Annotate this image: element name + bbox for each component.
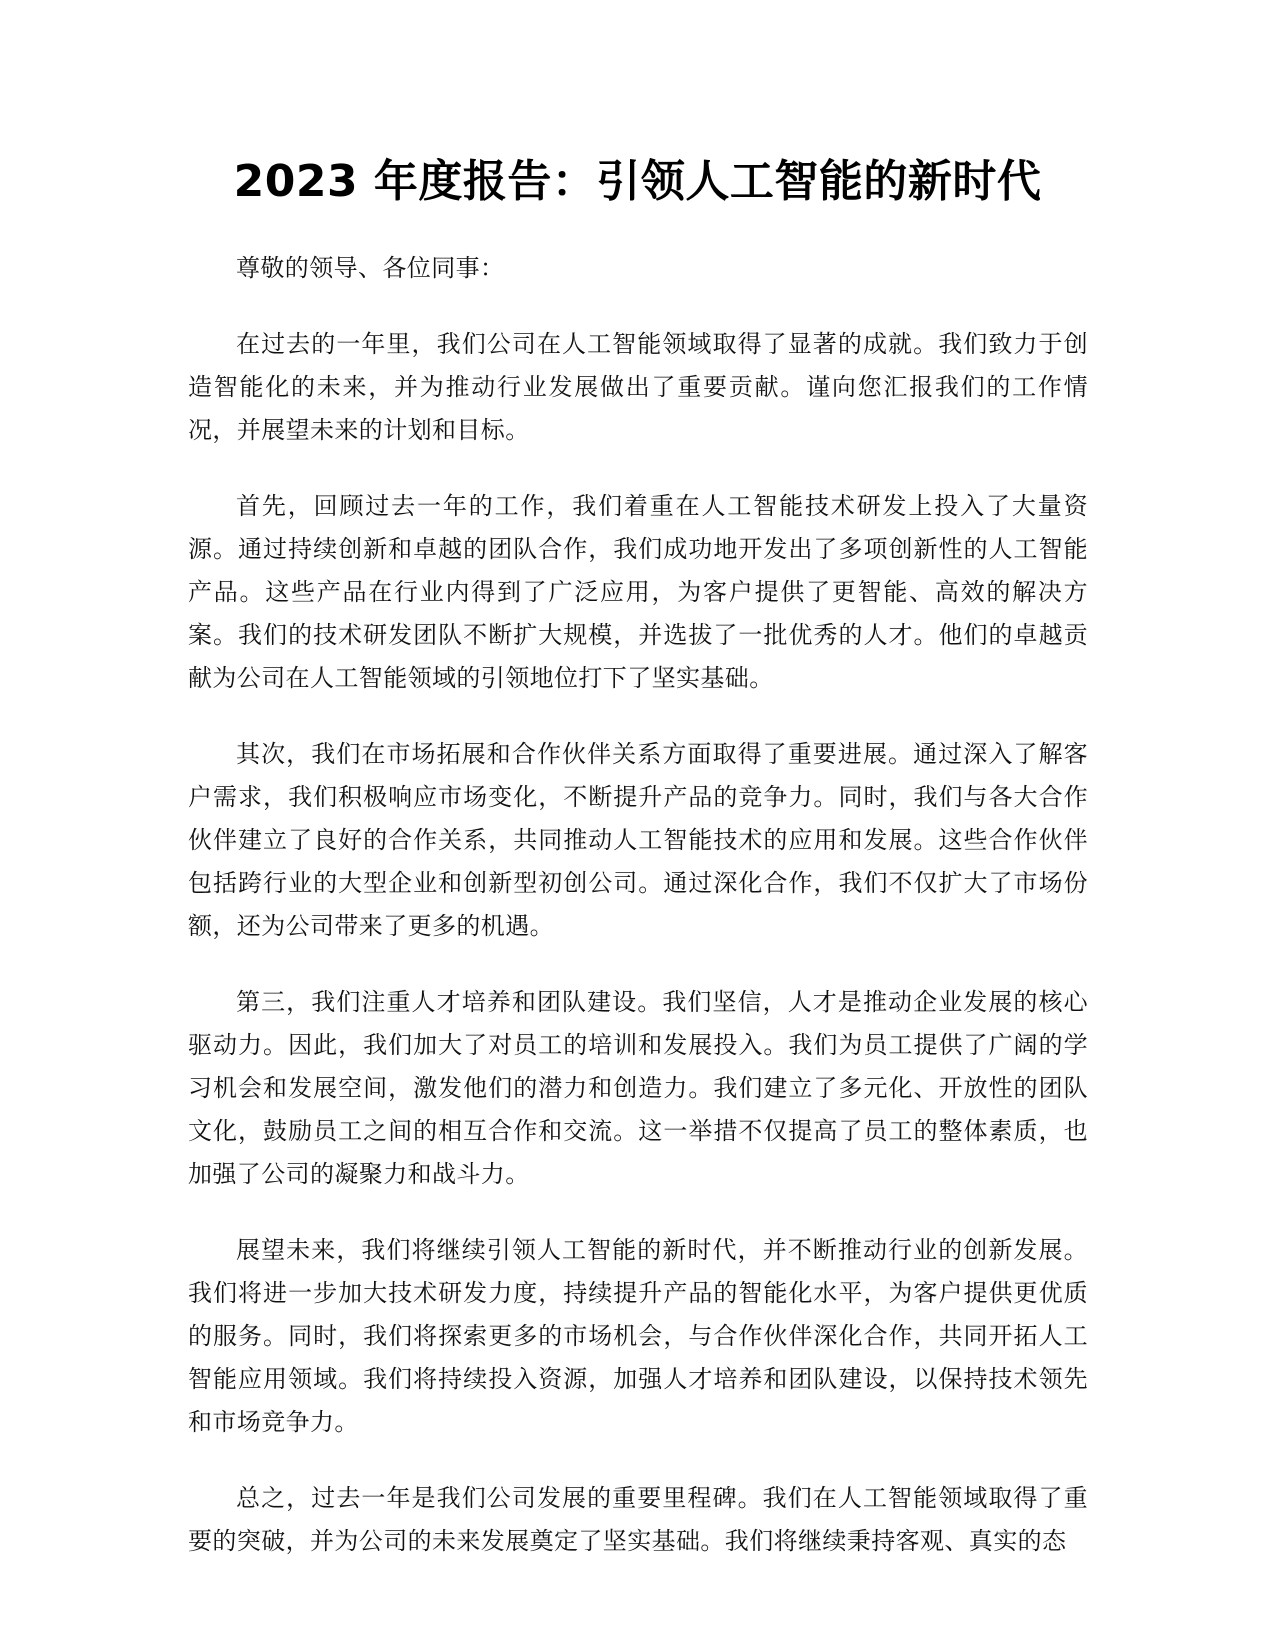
- paragraph-intro: 在过去的一年里，我们公司在人工智能领域取得了显著的成就。我们致力于创造智能化的未来，并为推动行业发展做出了重要贡献。谨向您汇报我们的工作情况，并展望未来的计划和目标。: [188, 330, 1088, 444]
- paragraph-talent: 第三，我们注重人才培养和团队建设。我们坚信，人才是推动企业发展的核心驱动力。因此，我们加大了对员工的培训和发展投入。我们为员工提供了广阔的学习机会和发展空间，激发他们的潜力和创造力。我们建立了多元化、开放性的团队文化，鼓励员工之间的相互合作和交流。这一举措不仅提高了员工的整体素质，也加强了公司的凝聚力和战斗力。: [188, 988, 1088, 1188]
- document-title: 2023 年度报告：引领人工智能的新时代: [233, 156, 1042, 207]
- paragraph-outlook: 展望未来，我们将继续引领人工智能的新时代，并不断推动行业的创新发展。我们将进一步加大技术研发力度，持续提升产品的智能化水平，为客户提供更优质的服务。同时，我们将探索更多的市场机会，与合作伙伴深化合作，共同开拓人工智能应用领域。我们将持续投入资源，加强人才培养和团队建设，以保持技术领先和市场竞争力。: [188, 1236, 1088, 1436]
- salutation: 尊敬的领导、各位同事：: [236, 254, 505, 282]
- paragraph-research: 首先，回顾过去一年的工作，我们着重在人工智能技术研发上投入了大量资源。通过持续创新和卓越的团队合作，我们成功地开发出了多项创新性的人工智能产品。这些产品在行业内得到了广泛应用，为客户提供了更智能、高效的解决方案。我们的技术研发团队不断扩大规模，并选拔了一批优秀的人才。他们的卓越贡献为公司在人工智能领域的引领地位打下了坚实基础。: [188, 492, 1088, 692]
- paragraph-market: 其次，我们在市场拓展和合作伙伴关系方面取得了重要进展。通过深入了解客户需求，我们积极响应市场变化，不断提升产品的竞争力。同时，我们与各大合作伙伴建立了良好的合作关系，共同推动人工智能技术的应用和发展。这些合作伙伴包括跨行业的大型企业和创新型初创公司。通过深化合作，我们不仅扩大了市场份额，还为公司带来了更多的机遇。: [188, 740, 1088, 940]
- paragraph-summary: 总之，过去一年是我们公司发展的重要里程碑。我们在人工智能领域取得了重要的突破，并为公司的未来发展奠定了坚实基础。我们将继续秉持客观、真实的态: [188, 1484, 1088, 1555]
- document-body: [188, 247, 1088, 1596]
